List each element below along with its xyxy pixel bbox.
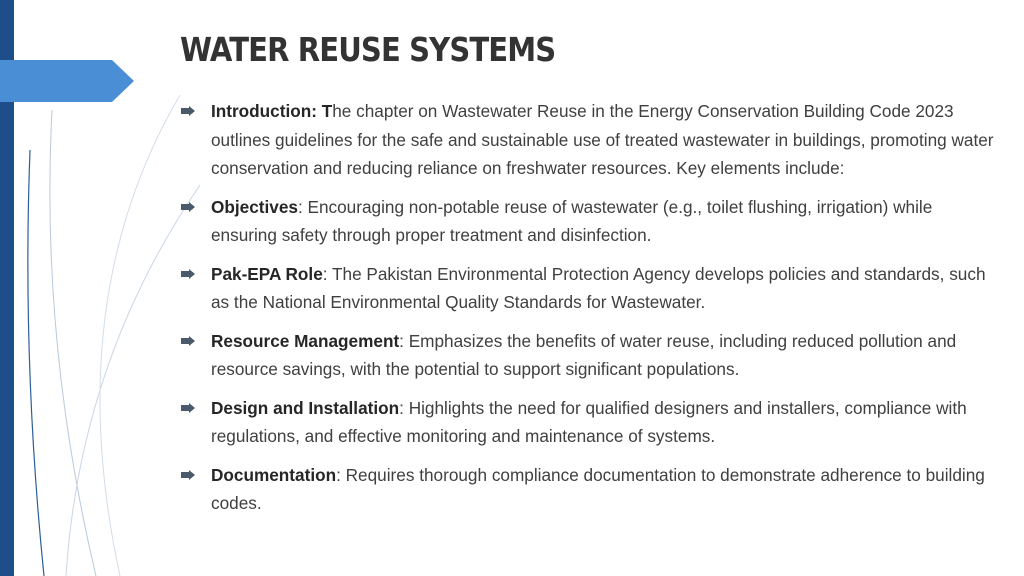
bullet-introduction: [181, 97, 996, 183]
bullet-pak-epa-role: [181, 260, 996, 317]
arrow-right-icon: [181, 269, 195, 279]
arrow-right-icon: [181, 403, 195, 413]
bullet-text: : Requires thorough compliance documentation to demonstrate adherence to building codes.: [211, 464, 985, 513]
arrow-right-icon: [181, 470, 195, 480]
bullet-label: Resource Management: [211, 330, 400, 351]
bullet-text: : Encouraging non-potable reuse of wastewater (e.g., toilet flushing, irrigation) while ensuring safety through proper treatment and disinfection.: [211, 196, 933, 245]
bullet-documentation: [181, 461, 996, 518]
bullet-list: [181, 97, 996, 528]
bullet-text: : Emphasizes the benefits of water reuse, including reduced pollution and resource savings, with the potential to support significant populations.: [211, 330, 957, 379]
bullet-design-and-installation: [181, 394, 996, 451]
arrow-right-icon: [181, 336, 195, 346]
bullet-text: : The Pakistan Environmental Protection Agency develops policies and standards, such as the National Environmental Quality Standards for Wastewater.: [211, 263, 986, 312]
bullet-label: Introduction: T: [211, 101, 333, 121]
slide-title: WATER REUSE SYSTEMS: [180, 30, 556, 69]
bullet-label: Documentation: [211, 464, 337, 485]
bullet-text: he chapter on Wastewater Reuse in the Energy Conservation Building Code 2023 outlines guidelines for the safe and sustainable use of treated wastewater in buildings, promoting water conservation and reducing reliance on freshwater resources. Key elements include:: [211, 101, 994, 178]
bullet-label: Objectives: [211, 196, 298, 217]
title-tab-shape: [0, 60, 136, 102]
bullet-label: Design and Installation: [211, 397, 400, 418]
bullet-text: : Highlights the need for qualified designers and installers, compliance with regulations, and effective monitoring and maintenance of systems.: [211, 397, 967, 446]
bullet-label: Pak-EPA Role: [211, 263, 323, 284]
arrow-right-icon: [181, 202, 195, 212]
bullet-objectives: [181, 193, 996, 250]
bullet-resource-management: [181, 327, 996, 384]
arrow-right-icon: [181, 106, 195, 116]
